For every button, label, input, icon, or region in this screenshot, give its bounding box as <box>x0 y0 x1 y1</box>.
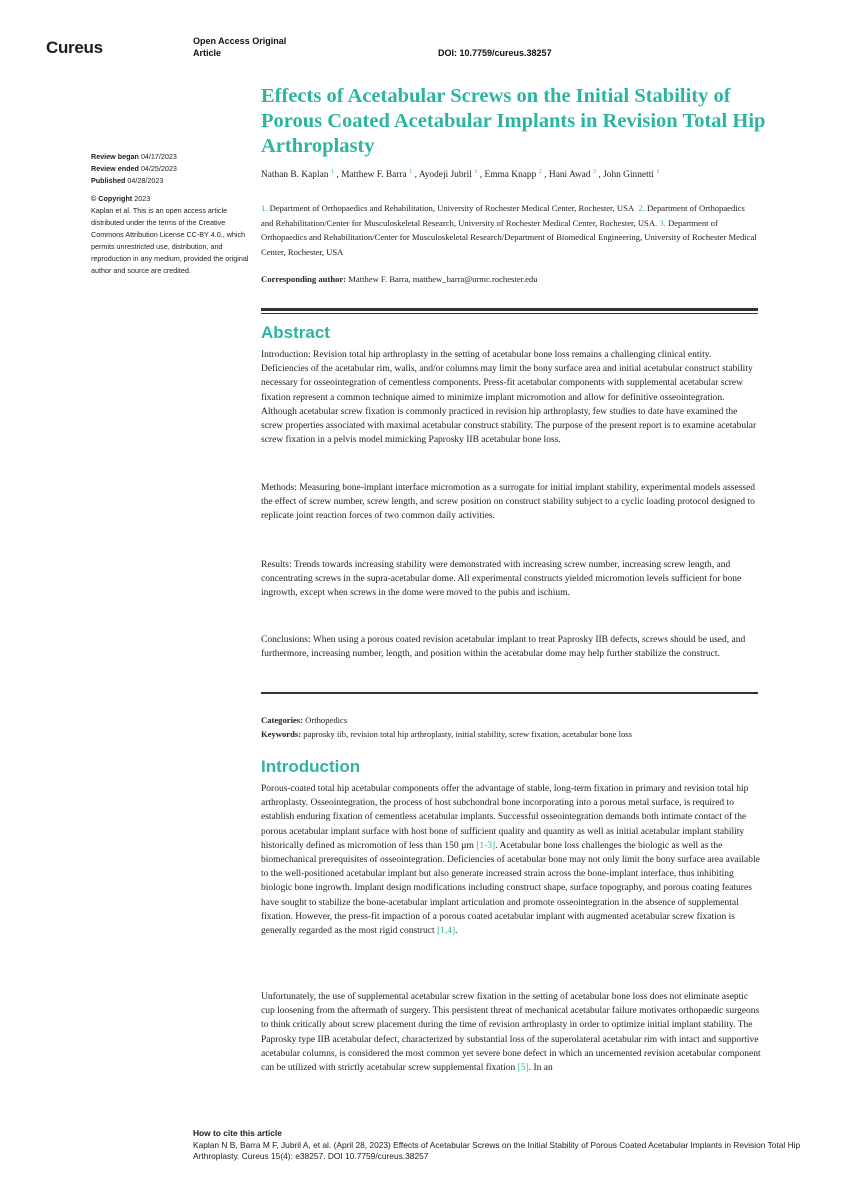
affiliation-text: Department of Orthopaedics and Rehabilitation/Center for Musculoskeletal Research, University of Rochester Medical Center, Rochester, USA <box>261 203 745 228</box>
author-affiliation: 3 <box>592 168 597 175</box>
author-affiliation: 1 <box>656 168 660 175</box>
divider <box>261 313 758 314</box>
author[interactable] <box>549 170 596 180</box>
how-to-cite-heading: How to cite this article <box>193 1128 282 1138</box>
author-name[interactable]: Hani Awad <box>548 170 591 180</box>
type-label: Article <box>193 48 222 58</box>
keywords <box>261 727 761 741</box>
author-name[interactable]: Ayodeji Jubril <box>418 170 472 180</box>
divider <box>261 308 758 311</box>
paragraph-text: . <box>455 926 458 937</box>
corresponding-author <box>261 274 761 284</box>
review-ended <box>91 163 251 175</box>
affiliations: 1. Department of Orthopaedics and Rehabilitation, University of Rochester Medical Center, Rochester, USA 2. Department of Orthopaedics and Rehabilitation/Center for Musculoskeletal Research, University of Rochester Medical Center, Rochester, USA. 3. Department of Orthopaedics and Rehabilitation/Center for Musculoskeletal Research/Department of Biomedical Engineering, University of Rochester Medical Center, Rochester, USA <box>261 203 757 257</box>
published-value: 04/28/2023 <box>127 176 164 185</box>
affiliation-number: 2. <box>638 203 645 213</box>
author-affiliation: 1 <box>409 168 413 175</box>
divider <box>261 692 758 694</box>
author-affiliation: 1 <box>474 168 478 175</box>
abstract-introduction: Introduction: Revision total hip arthroplasty in the setting of acetabular bone loss remains a challenging clinical entity. Deficiencies of the acetabular rim, walls, and/or columns may limit the bony surface area and initial acetabular construct stability necessary for osseointegration of cementless components. Press-fit acetabular components with supplemental acetabular screw fixation represent a common technique aimed to minimize implant micromotion and allow for definitive osseointegration. Although acetabular screw fixation is commonly practiced in revision hip arthroplasty, few studies to date have examined the screw properties associated with maximal acetabular construct stability. The purpose of the present report is to examine acetabular screw fixation in a pelvis model mimicking Paprosky IIB acetabular bone loss. <box>261 350 757 446</box>
introduction-paragraph <box>261 990 761 1075</box>
paragraph-text: Unfortunately, the use of supplemental acetabular screw fixation in the setting of acetabular bone loss does not eliminate aseptic cup loosening from the aftermath of surgery. This persistent threat of mechanical acetabular failure motivates orthopaedic surgeons to think critically about screw placement during the time of revision arthroplasty in order to optimize initial implant stability. The Paprosky type IIB acetabular defect, characterized by substantial loss of the superolateral acetabular rim with intact and supportive acetabular columns, is considered the most common yet severe bone defect in which an uncemented revision acetabular component can be utilized with strictly acetabular screw supplemental fixation <box>261 992 761 1074</box>
citation-link[interactable]: [5] <box>517 1063 529 1074</box>
abstract-conclusions: Conclusions: When using a porous coated revision acetabular implant to treat Paprosky IIB defects, screws should be used, and furthermore, increasing number, length, and position within the acetabular dome may help further stabilize the construct. <box>261 635 746 660</box>
paragraph-text: . In an <box>528 1063 553 1074</box>
published <box>91 175 251 187</box>
article-title: Effects of Acetabular Screws on the Initial Stability of Porous Coated Acetabular Implants in Revision Total Hip Arthroplasty <box>261 85 766 157</box>
copyright-label: © Copyright <box>91 194 133 203</box>
author[interactable] <box>419 170 478 180</box>
abstract-methods: Methods: Measuring bone-implant interface micromotion as a surrogate for initial implant stability, experimental models assessed the effect of screw number, screw length, and screw position on construct stability subject to a cyclic loading protocol designed to replicate joint reaction forces of two common daily activities. <box>261 483 756 522</box>
copyright <box>91 193 251 205</box>
author[interactable] <box>341 170 412 180</box>
categories-keywords <box>261 713 761 741</box>
affiliation-number: 1. <box>261 203 268 213</box>
author-affiliation: 1 <box>330 168 335 175</box>
review-ended-label: Review ended <box>91 164 139 173</box>
cureus-logo: Cureus <box>46 38 103 57</box>
affiliation-number: 3. <box>659 217 666 228</box>
license-text: Kaplan et al. This is an open access article distributed under the terms of the Creative Commons Attribution License CC-BY 4.0., which permits unrestricted use, distribution, and reproduction in any medium, provided the original author and source are credited. <box>91 206 249 275</box>
article-type <box>193 35 286 59</box>
categories-label: Categories: <box>261 715 303 725</box>
published-label: Published <box>91 176 126 185</box>
author-name[interactable]: Emma Knapp <box>484 170 537 180</box>
keywords-label: Keywords: <box>261 729 302 739</box>
abstract-heading: Abstract <box>261 323 330 342</box>
paragraph-text: Porous-coated total hip acetabular components offer the advantage of stable, long-term fixation in primary and revision total hip arthroplasty. Osseointegration, the process of host subchondral bone incorporating into a porous metal surface, is required to establish enduring fixation of cementless acetabular implants. Successful osseointegration demands both intimate contact of the porous acetabular implant surface with host bone of sufficient quality and quantity as well as initial acetabular implant stability historically defined as micromotion of less than 150 µm <box>261 784 749 851</box>
introduction-heading: Introduction <box>261 757 361 776</box>
affiliation-text: Department of Orthopaedics and Rehabilitation/Center for Musculoskeletal Research/Department of Biomedical Engineering, University of Rochester Medical Center, Rochester, USA <box>261 217 757 257</box>
sidebar-metadata <box>91 151 251 277</box>
introduction-paragraph <box>261 782 761 938</box>
author-list: Nathan B. Kaplan $^1$ , Matthew F. Barra $^1$ , Ayodeji Jubril $^1$ , Emma Knapp $^2$ , Hani Awad $^3$ , John Ginnetti $^1$ <box>261 168 660 180</box>
copyright-year: 2023 <box>134 194 151 203</box>
how-to-cite <box>193 1128 813 1163</box>
paragraph-text: . Acetabular bone loss challenges the biologic as well as the biomechanical prerequisites of osseointegration. Deficiencies of acetabular bone may not only limit the bony surface area available to the well-positioned acetabular implant but also generate increased strain across the bone-implant interface, thus inhibiting biologic bone ingrowth. Implant design modifications including construct shape, surface topography, and porous coating features have sought to stabilize the bone-acetabular implant articulation and promote osseointegration in the absence of supplemental fixation. However, the press-fit impaction of a porous coated acetabular implant with augmented acetabular screw fixation is generally regarded as the most rigid construct <box>261 840 760 937</box>
review-began <box>91 151 251 163</box>
citation-link[interactable]: [1-3] <box>476 840 496 851</box>
review-began-value: 04/17/2023 <box>140 152 177 161</box>
abstract-results: Results: Trends towards increasing stability were demonstrated with increasing screw number, increasing screw length, and concentrating screws in the supra-acetabular dome. All experimental constructs yielded micromotion levels sufficient for bone ingrowth, except when screws in the dome were moved to the pubis and ischium. <box>261 560 742 599</box>
citation-text: Kaplan N B, Barra M F, Jubril A, et al. (April 28, 2023) Effects of Acetabular Screws on the Initial Stability of Porous Coated Acetabular Implants in Revision Total Hip Arthroplasty. Cureus 15(4): e38257. DOI 10.7759/cureus.38257 <box>193 1139 801 1161</box>
corresponding-value[interactable]: Matthew F. Barra, matthew_barra@urmc.rochester.edu <box>348 274 538 284</box>
categories-value[interactable]: Orthopedics <box>305 715 348 725</box>
author[interactable] <box>484 170 541 180</box>
keywords-value: paprosky iib, revision total hip arthroplasty, initial stability, screw fixation, acetabular bone loss <box>303 729 632 739</box>
author-name[interactable]: John Ginnetti <box>603 170 654 180</box>
review-ended-value: 04/25/2023 <box>140 164 177 173</box>
review-began-label: Review began <box>91 152 139 161</box>
author[interactable] <box>603 170 659 180</box>
author[interactable] <box>261 170 334 180</box>
author-name[interactable]: Matthew F. Barra <box>341 170 407 180</box>
author-affiliation: 2 <box>538 168 542 175</box>
access-label: Open Access Original <box>193 36 287 46</box>
categories <box>261 713 761 727</box>
author-name[interactable]: Nathan B. Kaplan <box>261 170 329 180</box>
corresponding-label: Corresponding author: <box>261 274 347 284</box>
affiliation-text: Department of Orthopaedics and Rehabilitation, University of Rochester Medical Center, Rochester, USA <box>269 203 635 213</box>
doi[interactable]: DOI: 10.7759/cureus.38257 <box>438 48 552 58</box>
citation-link[interactable]: [1,4] <box>436 926 456 937</box>
